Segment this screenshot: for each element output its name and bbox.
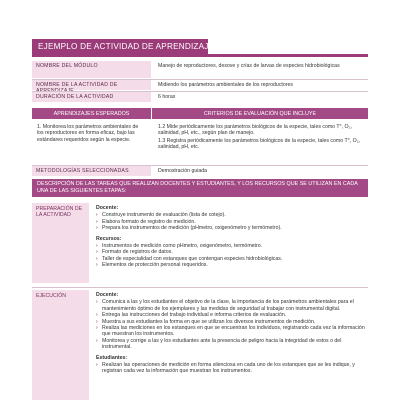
- list-item: › Instrumentos de medición como pHmetro, oxigenómetro, termómetro.: [96, 243, 368, 249]
- estudiantes-list: [96, 362, 368, 375]
- expected-learning-cell: 1. Monitorea los parámetros ambientales de los reproductores en forma eficaz, bajo las estándares requeridos según la especie.: [37, 124, 139, 143]
- list-item: › Monitorea y corrige a las y los estudiantes ante la presencia de peligro hacia la integridad de estos o del instrumental.: [96, 338, 368, 351]
- page-title: EJEMPLO DE ACTIVIDAD DE APRENDIZAJE: [32, 39, 208, 54]
- estudiantes-title: Estudiantes:: [96, 354, 128, 361]
- info-label: NOMBRE DEL MÓDULO: [32, 61, 151, 78]
- recursos-title: Recursos:: [96, 235, 122, 242]
- list-item: › Elementos de protección personal requeridos.: [96, 262, 368, 268]
- title-underline: [32, 54, 368, 57]
- list-item: › Muestra a sus estudiantes la forma en que se utilizan los diversos instrumentos de medición.: [96, 319, 368, 325]
- execution-label: EJECUCIÓN: [32, 290, 89, 400]
- methodology-row: [32, 166, 368, 176]
- criterion-item: 1.3 Registra periódicamente los parámetros biológicos de la especie, tales como T°, O₂, salinidad, pH, etc.: [158, 137, 361, 151]
- docente-list: [96, 299, 368, 350]
- methodology-label: METODOLOGÍAS SELECCIONADAS: [32, 166, 151, 176]
- list-item: › Entrega las instrucciones del trabajo individual e informa criterios de evaluación.: [96, 312, 368, 318]
- description-header: DESCRIPCIÓN DE LAS TAREAS QUE REALIZAN DOCENTES Y ESTUDIANTES, Y LOS RECURSOS QUE SE UTILIZAN EN CADA UNA DE LAS SIGUIENTES ETAPAS:: [32, 179, 368, 197]
- criteria-cell: [152, 120, 368, 165]
- info-row-module: [32, 61, 368, 78]
- header-expected-learning: APRENDIZAJES ESPERADOS: [32, 108, 151, 119]
- preparation-body: [96, 205, 368, 269]
- execution-body: [96, 292, 368, 375]
- list-item: › Taller de especialidad con estanques que contengan especies hidrobiológicas.: [96, 256, 368, 262]
- preparation-label: PREPARACIÓN DE LA ACTIVIDAD: [32, 203, 89, 283]
- list-item: › Elabora formato de registro de medición.: [96, 219, 368, 225]
- info-value: 6 horas: [158, 94, 176, 100]
- list-item: › Formato de registros de datos.: [96, 249, 368, 255]
- list-item: › Comunica a las y los estudiantes el objetivo de la clase, la importancia de los parámetros ambientales para el mantenimiento óptimo de los ejemplares y las medidas de seguridad al trabajar con instrumental digital.: [96, 299, 368, 312]
- info-label: NOMBRE DE LA ACTIVIDAD DE: [32, 80, 151, 90]
- list-item: › Construye instrumento de evaluación (lista de cotejo).: [96, 212, 368, 218]
- docente-list: [96, 212, 368, 231]
- list-item: › Realiza las mediciones en los estanques en que se encuentran los individuos, registrando cada vez la información que muestran los instrumentos.: [96, 325, 368, 338]
- info-row-activity: [32, 80, 368, 90]
- header-criteria: CRITERIOS DE EVALUACIÓN QUE INCLUYE: [152, 108, 368, 119]
- list-item: › Prepara los instrumentos de medición (pHmetro, oxigenómetro y termómetro).: [96, 225, 368, 231]
- info-value: Midiendo los parámetros ambientales de los reproductores: [158, 82, 293, 88]
- docente-title: Docente:: [96, 292, 119, 298]
- docente-title: Docente:: [96, 205, 119, 211]
- list-item: › Realizan las operaciones de medición en forma silenciosa en cada uno de los estanques que se les indique, y registran cada vez la información que muestran los instrumentos.: [96, 362, 368, 375]
- methodology-value: Demostración guiada: [158, 168, 208, 174]
- info-value: Manejo de reproductores, desove y crías de larvas de especies hidrobiológicas: [158, 63, 340, 69]
- learning-table-header: [32, 108, 368, 119]
- divider: [32, 287, 368, 288]
- criterion-item: 1.2 Mide periódicamente los parámetros biológicos de la especie, tales como T°, O₂, salinidad, pH, etc., según plan de manejo.: [158, 124, 353, 137]
- info-label: DURACIÓN DE LA ACTIVIDAD: [32, 92, 151, 102]
- recursos-list: [96, 243, 368, 269]
- info-row-duration: [32, 92, 368, 102]
